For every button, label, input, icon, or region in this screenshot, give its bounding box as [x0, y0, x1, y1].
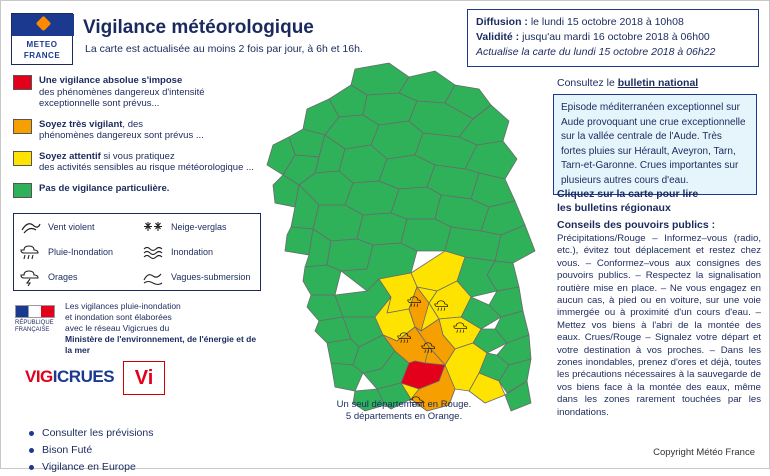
legend-item-red — [13, 75, 263, 110]
legend-title-yellow-suffix: si vous pratiquez — [100, 150, 175, 162]
phenomenon-label-snow-ice: Neige-verglas — [171, 221, 227, 232]
validite-line — [476, 30, 750, 45]
ministry-line-1: Les vigilances pluie-inondation — [65, 301, 181, 311]
wind-icon — [20, 218, 42, 236]
republique-francaise-emblem-icon — [13, 301, 59, 341]
ministry-line-4: Ministère de l'environnement, de l'énergie et de la mer — [65, 334, 257, 355]
legend-title-green: Pas de vigilance particulière. — [39, 182, 170, 194]
france-vigilance-map[interactable] — [259, 59, 541, 419]
link-consulter-previsions[interactable]: Consulter les prévisions — [29, 425, 153, 442]
ministry-line-3: avec le réseau Vigicrues du — [65, 323, 170, 333]
phenomena-legend-box — [13, 213, 261, 291]
legend-title-orange: Soyez très vigilant — [39, 118, 123, 130]
consultez-line — [557, 77, 698, 89]
legend-title-orange-suffix: , des — [122, 118, 144, 130]
legend-swatch-red — [13, 75, 32, 90]
validite-value: jusqu'au mardi 16 octobre 2018 à 06h00 — [522, 31, 710, 43]
ministry-line-2: et inondation sont élaborées — [65, 312, 172, 322]
map-caption — [289, 399, 519, 423]
map-caption-line-2: 5 départements en Orange. — [345, 411, 463, 422]
phenomenon-snow-ice — [137, 214, 260, 239]
legend-title-yellow: Soyez attentif — [39, 150, 101, 162]
diffusion-line — [476, 15, 750, 30]
conseils-body: Précipitations/Rouge – Informez–vous (radio, etc.), évitez tout déplacement et restez chez vous. – Conformez–vous aux consignes des pouvoirs publics. – Respectez la signalisation routière mise en place. – Ne vous engagez en aucun cas, à pied ou en voiture, sur une voie immergée ou à proximité d'un cours d'eau. – Mettez vos biens à l'abri de la montée des eaux. Crues/Rouge – Signalez votre départ et votre destination à vos proches. – Dans les zones inondables, prenez d'ores et déjà, toutes les précautions nécessaires à la sauvegarde de vos biens face à la montée des eaux, même dans les zones rarement touchées par les inondations. — [557, 233, 761, 418]
vigicrues-logo-part2: ICRUES — [52, 367, 115, 386]
vi-logo[interactable]: Vi — [123, 361, 165, 395]
legend-item-orange — [13, 119, 263, 142]
diffusion-label: Diffusion : — [476, 16, 528, 28]
vigicrues-logo[interactable] — [25, 367, 114, 387]
page-subtitle: La carte est actualisée au moins 2 fois par jour, à 6h et 16h. — [85, 43, 363, 55]
phenomenon-label-rain-flood: Pluie-Inondation — [48, 246, 114, 257]
phenomenon-label-thunderstorm: Orages — [48, 272, 78, 283]
logo-line-2: FRANCE — [23, 51, 61, 60]
phenomenon-rain-flood — [14, 239, 137, 264]
logo-mark-icon — [12, 14, 74, 36]
phenomenon-wave-submersion — [137, 265, 260, 290]
link-bison-fute[interactable]: Bison Futé — [29, 442, 153, 459]
map-caption-line-1: Un seul département en Rouge. — [336, 399, 472, 410]
bulletin-national-link[interactable]: bulletin national — [617, 77, 699, 89]
legend-body-orange: phénomènes dangereux sont prévus ... — [39, 130, 204, 141]
consultez-prefix: Consultez le — [557, 77, 618, 89]
legend-swatch-orange — [13, 119, 32, 134]
legend-body-yellow: des activités sensibles au risque météorologique ... — [39, 162, 254, 173]
rain-flood-icon — [20, 243, 42, 261]
meteo-france-logo — [11, 13, 73, 65]
actualise-line: Actualise la carte du lundi 15 octobre 2018 à 06h22 — [476, 46, 716, 58]
phenomenon-label-wave-submersion: Vagues-submersion — [171, 272, 251, 283]
conseils-title: Conseils des pouvoirs publics : — [557, 219, 716, 231]
link-vigilance-europe[interactable]: Vigilance en Europe — [29, 459, 153, 476]
diffusion-value: le lundi 15 octobre 2018 à 10h08 — [530, 16, 684, 28]
legend-body-red: des phénomènes dangereux d'intensité exceptionnelle sont prévus... — [39, 86, 205, 109]
snow-ice-icon — [143, 218, 165, 236]
vigicrues-logo-part1: VIG — [25, 367, 53, 386]
emblem-text: RÉPUBLIQUE FRANÇAISE — [15, 320, 54, 333]
thunderstorm-icon — [20, 268, 42, 286]
legend-item-yellow — [13, 151, 263, 174]
logo-line-1: METEO — [26, 40, 58, 49]
bottom-links — [29, 425, 153, 476]
phenomenon-thunderstorm — [14, 265, 137, 290]
legend-title-red: Une vigilance absolue s'impose — [39, 75, 183, 86]
cliquez-instruction — [557, 187, 761, 215]
phenomenon-flood — [137, 239, 260, 264]
bulletin-national-box: Episode méditerranéen exceptionnel sur Aude provoquant une crue exceptionnelle sur la vallée centrale de l'Aude. Très fortes pluies sur Hérault, Aveyron, Tarn, Tarn-et-Garonne. Crues importantes sur plusieurs autres cours d'eau. — [553, 94, 757, 195]
cliquez-line-1: Cliquez sur la carte pour lire — [557, 188, 699, 200]
legend-item-green — [13, 183, 263, 198]
legend — [13, 75, 263, 207]
cliquez-line-2: les bulletins régionaux — [557, 202, 671, 214]
page-title: Vigilance météorologique — [83, 17, 314, 38]
legend-swatch-green — [13, 183, 32, 198]
legend-swatch-yellow — [13, 151, 32, 166]
flood-icon — [143, 243, 165, 261]
phenomenon-wind — [14, 214, 137, 239]
validite-label: Validité : — [476, 31, 520, 43]
ministry-block — [13, 301, 263, 356]
phenomenon-label-flood: Inondation — [171, 246, 214, 257]
phenomenon-label-wind: Vent violent — [48, 221, 95, 232]
wave-submersion-icon — [143, 268, 165, 286]
copyright: Copyright Météo France — [653, 447, 755, 458]
